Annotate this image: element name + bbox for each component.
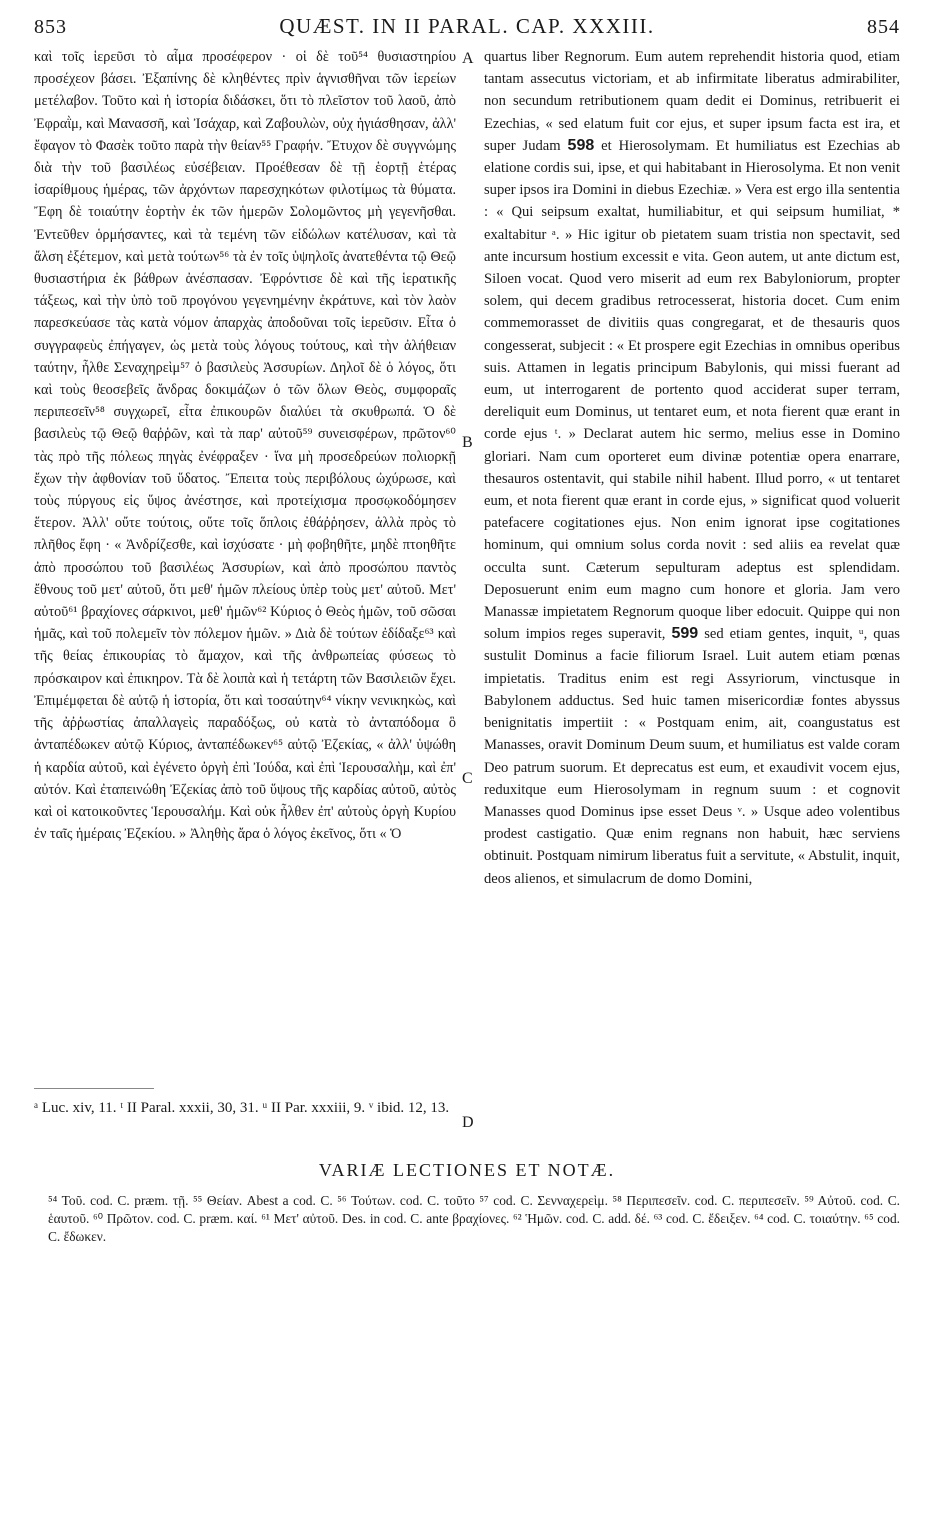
variant-readings: ⁵⁴ Τοῦ. cod. C. præm. τῇ. ⁵⁵ Θείαν. Abest a cod. C. ⁵⁶ Τούτων. cod. C. τοῦτο ⁵⁷ cod. C. Σενναχερεὶμ. ⁵⁸ Περιπεσεῖν. cod. C. περιπεσεῖν. ⁵⁹ Αὐτοῦ. cod. C. ἑαυτοῦ. ⁶⁰ Πρῶτον. cod. C. præm. καί. ⁶¹ Μετ' αὐτοῦ. Des. in cod. C. ante βραχίονες. ⁶² Ἡμῶν. cod. C. add. δέ. ⁶³ cod. C. ἔδειξεν. ⁶⁴ cod. C. τοιαύτην. ⁶⁵ cod. C. ἔδωκεν.: [48, 1193, 900, 1244]
margin-letter-a: A: [462, 50, 474, 67]
footnotes: ᵃ Luc. xiv, 11. ᵗ II Paral. xxxii, 30, 31. ᵘ II Par. xxxiii, 9. ᵛ ibid. 12, 13.: [34, 1100, 450, 1116]
latin-text-part-1: quartus liber Regnorum. Eum autem reprehendit historia quod, etiam tantam assecutus victoriam, et ab infirmitate liberatus admirabiliter, non secundum retributionem quam dedit ei Dominus, retribuerit ei Ezechias, « sed elatum fuit cor ejus, et super ipsum facta est ira, et super Judam: [484, 49, 900, 154]
margin-letter-b: B: [462, 434, 473, 451]
greek-text: καὶ τοῖς ἱερεῦσι τὸ αἷμα προσέφερον · οἱ δὲ τοῦ⁵⁴ θυσιαστηρίου προσέχεον βάσει. Ἐξαπίνης δὲ κληθέντες πρὶν ἁγνισθῆναι τῶν ἱερείων μετέλαβον. Τοῦτο καὶ ἡ ἱστορία διδάσκει, ὅτι τὸ πλεῖστον τοῦ λαοῦ, ἀπὸ Ἐφραῒμ, καὶ Μανασσῆ, καὶ Ἰσάχαρ, καὶ Ζαβουλὼν, οὐχ ἡγιάσθησαν, ἀλλ' ἔφαγον τὸ Φασὲκ τοῦτο παρὰ τὴν θείαν⁵⁵ Γραφήν. Ἔτυχον δὲ συγγνώμης διὰ τὴν τοῦ βασιλέως εὐσέβειαν. Προέθεσαν δὲ τῇ ἑορτῇ ἑτέρας ἰσαρίθμους ἡμέρας, τῶν ἀρχόντων παρεσχηκότων φιλοτίμως τὰ θύματα. Ἔφη δὲ τοιαύτην ἑορτὴν ἐκ τῶν ἡμερῶν Σολομῶντος μὴ γεγενῆσθαι. Ἐντεῦθεν ὁρμήσαντες, καὶ τὰ τεμένη τῶν εἰδώλων κατέλυσαν, καὶ τὰ ἄλση ἐξέτεμον, καὶ μετὰ τούτων⁵⁶ τὰ ἐν τοῖς ὑψηλοῖς ἀνατεθέντα τῷ Θεῷ θυσιαστήρια ἐκ βάθρων ἀνέσπασαν. Ἐφρόντισε δὲ καὶ τῆς ἱερατικῆς τάξεως, καὶ τὴν ὑπὸ τοῦ προγόνου γεγενημένην ἐκράτυνε, καὶ τὸν λαὸν παρεσκεύασε τὰς κατὰ νόμον ἀπαρχὰς ἀποδοῦναι τοῖς ἱερεῦσιν. Εἶτα ὁ συγγραφεὺς ἐπήγαγεν, ὡς μετὰ τοὺς λόγους τούτους, καὶ τὴν ἀλήθειαν ταύτην, ἦλθε Σεναχηρεὶμ⁵⁷ ὁ βασιλεὺς Ἀσσυρίων. Δηλοῖ δὲ ὁ λόγος, ὅτι καὶ τοὺς θεοσεβεῖς ἄνδρας δοκιμάζων ὁ τῶν ὅλων Θεὸς, συμφοραῖς περιπεσεῖν⁵⁸ συγχωρεῖ, εἶτα ἐπικουρῶν διαλύει τὰ σκυθρωπά. Ὁ δὲ βασιλεὺς τῷ Θεῷ θαῤῥῶν, καὶ τὰ παρ' αὐτοῦ⁵⁹ συνεισφέρων, πρῶτον⁶⁰ τὰς πρὸ τῆς πόλεως πηγὰς ἐνέφραξεν · ἵνα μὴ προσεδρεύων πολιορκῇ ἔχων τὴν ἀφθονίαν τοῦ ὕδατος. Ἔπειτα τοὺς περιβόλους ὠχύρωσε, καὶ τοὺς πύργους εἰς ὕψος ἀνέστησε, καὶ προτείχισμα προσῳκοδόμησεν ἕτερον. Ἀλλ' οὔτε τούτοις, οὔτε τοῖς ὅπλοις ἐθάῤῥησεν, ἀλλὰ πρὸς τὸ πλῆθος ἔφη · « Ἀνδρίζεσθε, καὶ ἰσχύσατε · μὴ φοβηθῆτε, μηδὲ πτοηθῆτε ἀπὸ προσώπου τοῦ βασιλέως Ἀσσυρίων, καὶ ἀπὸ προσώπου παντὸς ἔθνους τοῦ μετ' αὐτοῦ, ὅτι μεθ' ἡμῶν πλείους ὑπὲρ τοὺς μετ' αὐτοῦ. Μετ' αὐτοῦ⁶¹ βραχίονες σάρκινοι, μεθ' ἡμῶν⁶² Κύριος ὁ Θεὸς ἡμῶν, τοῦ σῶσαι ἡμᾶς, καὶ τοῦ πολεμεῖν τὸν πόλεμον ἡμῶν. » Διὰ δὲ τούτων ἐδίδαξε⁶³ καὶ τῆς θείας ἐπικουρίας τὸ ἄμαχον, καὶ τῆς ἀνθρωπείας φύσεως τὸ πρόσκαιρον καὶ ἐπικηρον. Τὰ δὲ λοιπὰ καὶ ἡ τετάρτη τῶν Βασιλειῶν ἔχει. Ἐπιμέμφεται δὲ αὐτῷ ἡ ἱστορία, ὅτι καὶ τοσαύτην⁶⁴ νίκην νενικηκὼς, καὶ τῆς ἀῤῥωστίας ἀπαλλαγεὶς παραδόξως, οὐ κατὰ τὸ ἀνταπόδομα ὃ ἀνταπέδωκεν αὐτῷ Κύριος, ἀνταπέδωκεν⁶⁵ αὐτῷ Ἐζεκίας, « ἀλλ' ὑψώθη ἡ καρδία αὐτοῦ, καὶ ἐγένετο ὀργὴ ἐπὶ Ἰούδα, καὶ ἐπὶ Ἱερουσαλὴμ, καὶ ἐπ' αὐτόν. Καὶ ἐταπεινώθη Ἐζεκίας ἀπὸ τοῦ ὕψους τῆς καρδίας αὐτοῦ, αὐτὸς καὶ οἱ κατοικοῦντες Ἱερουσαλήμ. Καὶ οὐκ ἦλθεν ἐπ' αὐτοὺς ὀργὴ Κυρίου ἐν ταῖς ἡμέραις Ἐζεκίου. » Ἀληθὴς ἄρα ὁ λόγος ἐκεῖνος, ὅτι « Ὁ: [34, 49, 456, 843]
margin-letter-c: C: [462, 770, 473, 787]
page-marker-598: 598: [567, 136, 595, 154]
page-marker-599: 599: [671, 625, 699, 643]
running-header: [34, 14, 900, 44]
greek-column: [34, 46, 456, 845]
latin-text-part-3: sed etiam gentes, inquit, ᵘ, quas sustulit Dominus a facie filiorum Israel. Luit autem etiam pœnas impietatis. Traditus enim est regi Assyriorum, vinctusque in Babylonem adductus. Sed huic tamen misericordiæ fontes abyssus benignitatis impertiit : « Postquam enim, ait, coangustatus est Manasses, oravit Dominum Deum suum, et humiliatus est valde coram Deo patrum suorum. Et deprecatus est eum, et exaudivit vocem ejus, reduxitque eum Hierosolymam in regnum suum : et cognovit Manasses quod Dominus ipse esset Deus ᵛ. » Usque adeo volentibus prodest castigatio. Quæ enim regnans non habuit, hæc serviens obtinuit. Postquam nimirum liberatus fuit a servitute, « Abstulit, inquit, deos alienos, et simulacrum de domo Domini,: [484, 626, 900, 887]
latin-text: [484, 46, 900, 890]
text-columns: [34, 46, 900, 1131]
margin-letter-d: D: [462, 1114, 474, 1131]
latin-column: [484, 46, 900, 890]
left-page-number: 853: [34, 16, 67, 38]
variants-title: VARIÆ LECTIONES ET NOTÆ.: [318, 1160, 616, 1180]
footnote-rule: [34, 1088, 154, 1089]
right-page-number: 854: [866, 16, 900, 38]
latin-text-part-2: et Hierosolymam. Et humiliatus est Ezechias ab elatione cordis sui, ipse, et qui habitabant in Hierosolyma. Et non venit super ipsos ira Domini in diebus Ezechiæ. » Vera est ergo illa sententia : « Qui seipsum exaltat, humiliabitur, et qui seipsum humiliat, * exaltabitur ᵃ. » Hic igitur ob pietatem suam tristia non spectavit, sed ante incursum hostium excessit e vita. Geon autem, ut ante dictum est, Siloen vocat. Quod vero miserit ad eum rex Babyloniorum, propter solem, qui decem gradibus retrocesserat, historia docet. Cum enim commemorasset de divitiis quas congregarat, et de thesauris quos congesserat, subjecit : « Et prospere egit Ezechias in omnibus operibus suis. Attamen in legatis principum Babylonis, qui missi fuerant ad eum, ut interrogarent de portento quod acciderat super terram, dereliquit eum Dominus, ut tentaret eum, et nota fierent quæ erant in corde ejus ᵗ. » Declarat autem hic sermo, melius esse in Domino gloriari. Nam cum oporteret eum divinæ potentiæ opera enarrare, thesauros ostentavit, qui stabile nihil habent. Illud porro, « ut tentaret eum, et nota fierent quæ erant in corde ejus, » significat quod voluerit patefacere cogitationes ejus. Non enim ignorat ipse cogitationes hominum, qui omnium solus corda novit : sed aliis ea revelat quæ occulta sunt. Cæterum sepulturam adeptus est splendidam. Deposuerunt enim eum magno cum honore et gloria. Jam vero Manassæ impietatem Regnorum quoque liber edocuit. Quippe qui non solum impios reges superavit,: [484, 137, 900, 643]
running-title: QUÆST. IN II PARAL. CAP. XXXIII.: [279, 14, 655, 38]
page: [34, 14, 900, 1131]
